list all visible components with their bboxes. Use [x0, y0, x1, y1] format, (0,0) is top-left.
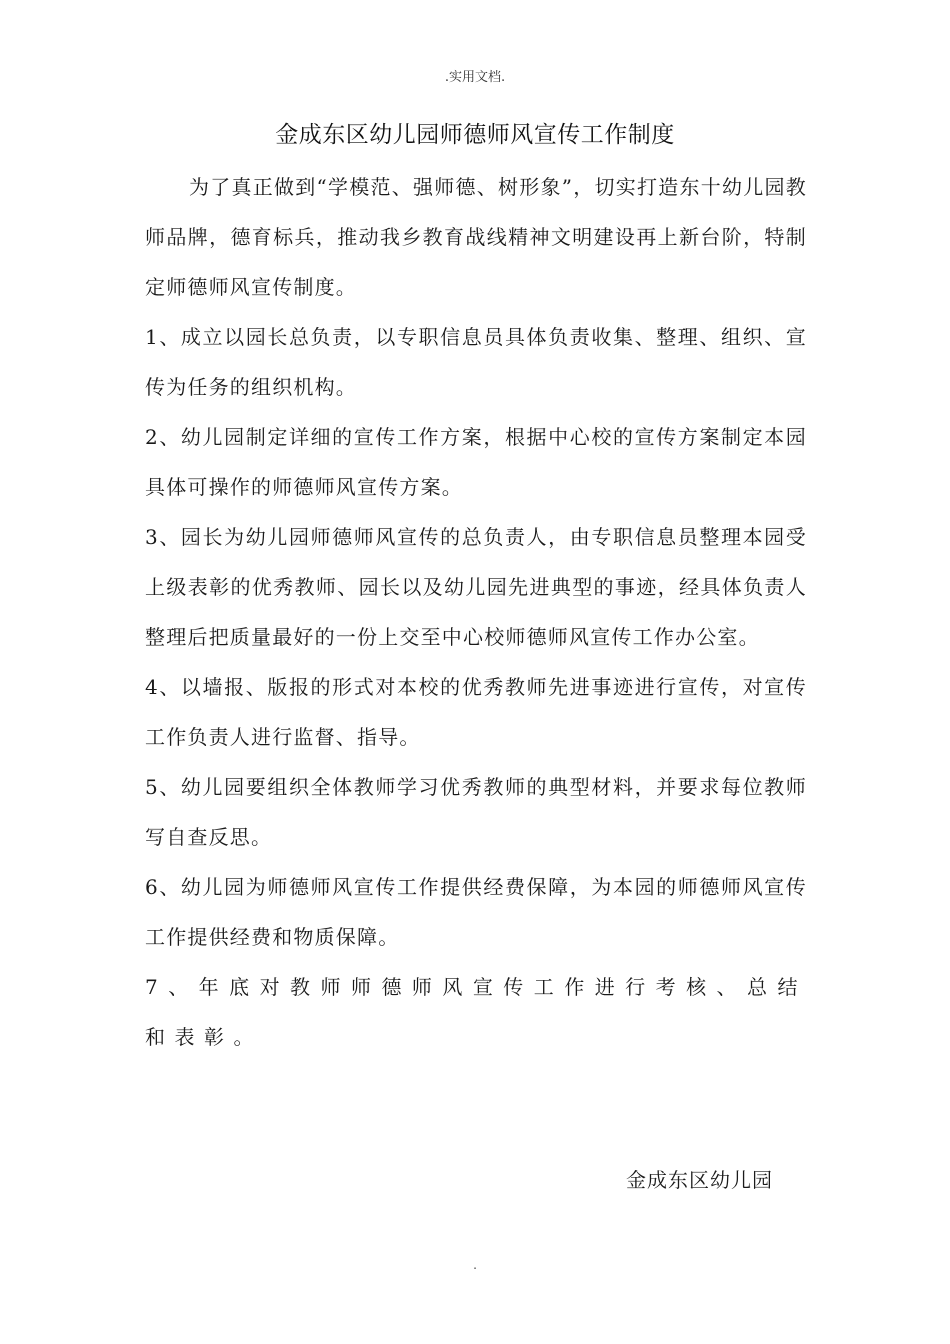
clause-7: 7、年底对教师师德师风宣传工作进行考核、总结和表彰。	[145, 975, 807, 1049]
document-body	[145, 162, 807, 1062]
clause-2: 2、幼儿园制定详细的宣传工作方案，根据中心校的宣传方案制定本园具体可操作的师德师风宣传方案。	[145, 425, 807, 499]
intro-paragraph: 为了真正做到“学模范、强师德、树形象”，切实打造东十幼儿园教师品牌，德育标兵，推动我乡教育战线精神文明建设再上新台阶，特制定师德师风宣传制度。	[145, 175, 807, 299]
clause-3: 3、园长为幼儿园师德师风宣传的总负责人，由专职信息员整理本园受上级表彰的优秀教师、园长以及幼儿园先进典型的事迹，经具体负责人整理后把质量最好的一份上交至中心校师德师风宣传工作办公室。	[145, 525, 807, 649]
document-title: 金成东区幼儿园师德师风宣传工作制度	[275, 122, 675, 148]
signature: 金成东区幼儿园	[626, 1168, 773, 1192]
page-header: .实用文档.	[444, 70, 506, 85]
clause-4: 4、以墙报、版报的形式对本校的优秀教师先进事迹进行宣传，对宣传工作负责人进行监督、指导。	[145, 675, 807, 749]
clause-6: 6、幼儿园为师德师风宣传工作提供经费保障，为本园的师德师风宣传工作提供经费和物质保障。	[145, 875, 807, 949]
clause-5: 5、幼儿园要组织全体教师学习优秀教师的典型材料，并要求每位教师写自查反思。	[145, 775, 807, 849]
page-footer: .	[473, 1258, 477, 1272]
clause-1: 1、成立以园长总负责，以专职信息员具体负责收集、整理、组织、宣传为任务的组织机构。	[145, 325, 807, 399]
